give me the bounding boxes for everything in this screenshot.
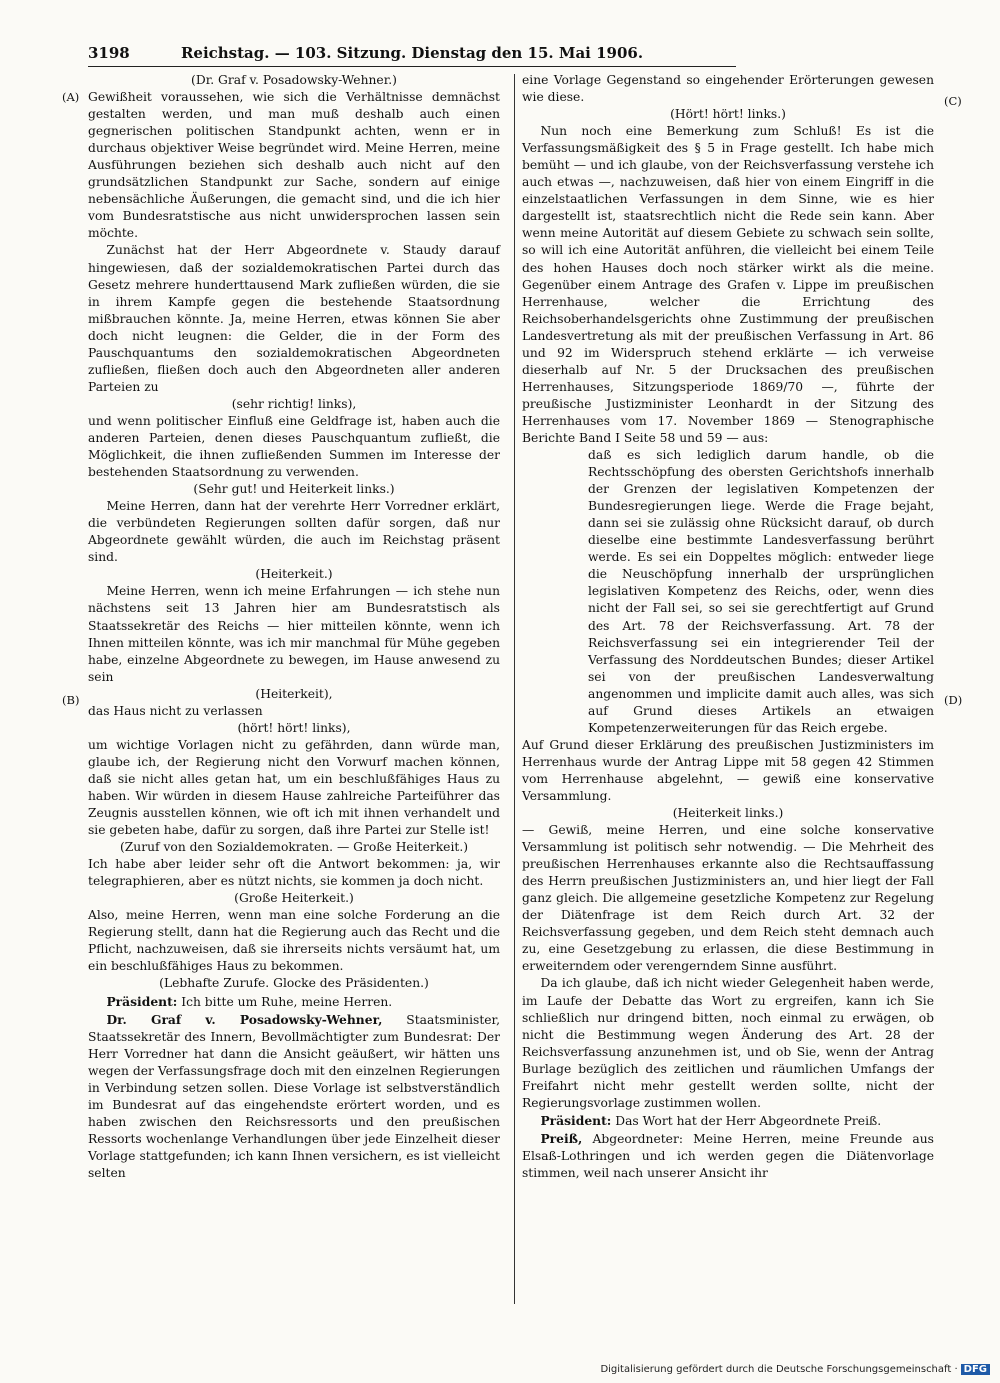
column-divider xyxy=(514,74,515,1304)
speaker-text: Staatsminister, Staatssekretär des Innern, Bevollmächtigter zum Bundesrat: Der Herr Vorredner hat dann die Ansicht geäußert, wir hätten uns wegen der Verfassungsfrage doch mit den einzelnen Regierungen in Verbindung setzen sollen. Diese Vorlage ist selbstverständlich im Bundesrat auf das eingehendste erörtert worden, und es haben zwischen den Reichsressorts und den preußischen Ressorts wochenlange Verhandlungen über jede Einzelheit dieser Vorlage stattgefunden; ich kann Ihnen versichern, es ist vielleicht selten xyxy=(88,1012,500,1180)
stage-direction: (hört! hört! links), xyxy=(237,720,351,735)
left-column xyxy=(88,72,500,1182)
stage-direction: (Sehr gut! und Heiterkeit links.) xyxy=(193,482,395,497)
stage-direction: (Heiterkeit), xyxy=(255,686,333,701)
stage-direction: (Dr. Graf v. Posadowsky-Wehner.) xyxy=(191,73,397,87)
stage-direction: (Heiterkeit links.) xyxy=(672,806,784,821)
page-number: 3198 xyxy=(88,44,130,62)
footer-text: Digitalisierung gefördert durch die Deutsche Forschungsgemeinschaft · xyxy=(600,1364,958,1375)
speaker-name: Präsident: xyxy=(106,993,178,1009)
speaker-paragraph xyxy=(522,1112,934,1130)
speaker-text: Ich bitte um Ruhe, meine Herren. xyxy=(177,994,393,1009)
stage-direction: (sehr richtig! links), xyxy=(231,396,357,411)
paragraph: Da ich glaube, daß ich nicht wieder Gelegenheit haben werde, im Laufe der Debatte das Wort zu ergreifen, kann ich Sie schließlich nur dringend bitten, noch einmal zu erwägen, ob nicht die Bestimmung wegen Änderung des Art. 28 der Reichsverfassung anzunehmen ist, und ob Sie, wenn der Antrag Burlage bezüglich des zeitlichen und räumlichen Umfangs der Freifahrt nicht mehr gestellt werden sollte, nicht der Regierungsvorlage zustimmen wollen. xyxy=(522,976,934,1110)
speaker-name: Dr. Graf v. Posadowsky-Wehner, xyxy=(106,1011,383,1027)
stage-direction: (Zuruf von den Sozialdemokraten. — Große Heiterkeit.) xyxy=(119,840,469,855)
paragraph: — Gewiß, meine Herren, und eine solche konservative Versammlung ist politisch sehr notwendig. — Die Mehrheit des preußischen Herrenhauses erkannte also die Rechtsauffassung des Herrn preußischen Justizministers an, und hier liegt der Fall ganz gleich. Die allgemeine gesetzliche Kompetenz zur Regelung der Diätenfrage ist dem Reich durch Art. 32 der Reichsverfassung gegeben, und dem Reich steht demnach auch zu, eine Gesetzgebung zu erlassen, die diese Bestimmung in erweiterndem oder verengerndem Sinne ausführt. xyxy=(522,823,934,974)
speaker-text: Abgeordneter: Meine Herren, meine Freunde aus Elsaß-Lothringen und ich werden gegen die Diätenvorlage stimmen, weil nach unserer Ansicht ihr xyxy=(522,1131,934,1180)
paragraph: um wichtige Vorlagen nicht zu gefährden, dann würde man, glaube ich, der Regierung nicht den Vorwurf machen können, daß sie nicht alles getan hat, um ein beschlußfähiges Haus zu haben. Wir würden in diesem Hause zahlreiche Parteiführer das Zeugnis ausstellen können, wie oft ich mit ihnen verhandelt und sie gebeten habe, dafür zu sorgen, daß ihre Partei zur Stelle ist! xyxy=(88,737,500,838)
right-column xyxy=(522,72,934,1182)
paragraph: Ich habe aber leider sehr oft die Antwort bekommen: ja, wir telegraphieren, aber es nützt nichts, sie kommen ja doch nicht. xyxy=(88,857,500,889)
speaker-text: Das Wort hat der Herr Abgeordnete Preiß. xyxy=(611,1113,882,1128)
dfg-logo: DFG xyxy=(961,1364,990,1375)
quoted-passage: daß es sich lediglich darum handle, ob die Rechtsschöpfung des obersten Gerichtshofs innerhalb der Grenzen der legislativen Kompetenzen der Bundesregierungen liege. Werde die Frage bejaht, dann sei sie zulässig ohne Rücksicht darauf, ob durch dieselbe eine bestimmte Landesverfassung berührt werde. Es sei ein Doppeltes möglich: entweder liege die Neuschöpfung innerhalb der ursprünglichen legislativen Kompetenz des Reichs, oder, wenn dies nicht der Fall sei, so sei sie gerechtfertigt auf Grund des Art. 78 der Reichsverfassung. Art. 78 der Reichsverfassung sei ein integrierender Teil der Verfassung des Norddeutschen Bundes; dieser Artikel sei von der preußischen Landesverwaltung angenommen und implicite damit auch alles, was sich auf Grund dieses Artikels an etwaigen Kompetenzerweiterungen für das Reich ergebe. xyxy=(588,448,934,735)
footer-credit xyxy=(600,1364,990,1375)
paragraph: Also, meine Herren, wenn man eine solche Forderung an die Regierung stellt, dann hat die Regierung auch das Recht und die Pflicht, nachzuweisen, daß sie ihrerseits nichts versäumt hat, um ein beschlußfähiges Haus zu bekommen. xyxy=(88,908,500,974)
speaker-paragraph xyxy=(522,1130,934,1182)
paragraph: eine Vorlage Gegenstand so eingehender Erörterungen gewesen wie diese. xyxy=(522,73,934,105)
page-header xyxy=(88,44,736,67)
margin-marker-c: (C) xyxy=(944,94,962,108)
paragraph: Meine Herren, dann hat der verehrte Herr Vorredner erklärt, die verbündeten Regierungen sollten dafür sorgen, daß nur Abgeordnete gewählt würden, die auch im Reichstag präsent sind. xyxy=(88,499,500,565)
stage-direction: (Große Heiterkeit.) xyxy=(234,891,354,906)
margin-marker-a: (A) xyxy=(62,90,80,104)
speaker-name: Preiß, xyxy=(540,1130,583,1146)
paragraph: Auf Grund dieser Erklärung des preußischen Justizministers im Herrenhaus wurde der Antrag Lippe mit 58 gegen 42 Stimmen vom Herrenhause abgelehnt, — gewiß eine konservative Versammlung. xyxy=(522,737,934,803)
paragraph: Gewißheit voraussehen, wie sich die Verhältnisse demnächst gestalten werden, und man muß deshalb auch einen gegnerischen politischen Standpunkt achten, wenn er in durchaus objektiver Weise begründet wird. Meine Herren, meine Ausführungen beziehen sich deshalb auch nicht auf den grundsätzlichen Standpunkt zur Sache, sondern auf einige nebensächliche Äußerungen, die gemacht sind, und die ich hier vom Bundesratstische aus nicht unwidersprochen lassen sein möchte. xyxy=(88,90,500,241)
speaker-name: Präsident: xyxy=(540,1112,612,1128)
margin-marker-d: (D) xyxy=(944,693,963,707)
paragraph: das Haus nicht zu verlassen xyxy=(88,703,263,718)
stage-direction: (Heiterkeit.) xyxy=(255,567,333,582)
paragraph: Zunächst hat der Herr Abgeordnete v. Staudy darauf hingewiesen, daß der sozialdemokratischen Partei durch das Gesetz mehrere hunderttausend Mark zufließen würden, die sie in ihrem Kampfe gegen die bestehende Staatsordnung mißbrauchen könnte. Ja, meine Herren, etwas können Sie aber doch nicht leugnen: die Gelder, die in der Form des Pauschquantums den sozialdemokratischen Abgeordneten zufließen, fließen doch auch den Abgeordneten aller anderen Parteien zu xyxy=(88,243,500,394)
stage-direction: (Lebhafte Zurufe. Glocke des Präsidenten.) xyxy=(159,976,429,991)
speaker-paragraph xyxy=(88,1011,500,1182)
running-title: Reichstag. — 103. Sitzung. Dienstag den 15. Mai 1906. xyxy=(180,44,644,62)
speaker-paragraph xyxy=(88,993,500,1011)
paragraph: Nun noch eine Bemerkung zum Schluß! Es ist die Verfassungsmäßigkeit des § 5 in Frage gestellt. Ich habe mich bemüht — und ich glaube, von der Reichsverfassung verstehe ich auch etwas —, nachzuweisen, daß hier von einem Eingriff in die einzelstaatlichen Verfassungen in dem Sinne, wie es hier dargestellt ist, staatsrechtlich nicht die Rede sein kann. Aber wenn meine Autorität auf diesem Gebiete zu schwach sein sollte, so will ich eine Autorität anführen, die vielleicht bei einem Teile des hohen Hauses doch noch stärker wirkt als die meine. Gegenüber einem Antrage des Grafen v. Lippe im preußischen Herrenhause, welcher die Errichtung des Reichsoberhandelsgerichts ohne Zustimmung der preußischen Landesvertretung als mit der preußischen Verfassung in Art. 86 und 92 im Widerspruch stehend erklärte — ich verweise dieserhalb auf Nr. 5 der Drucksachen des preußischen Herrenhauses, Sitzungsperiode 1869/70 —, führte der preußische Justizminister Leonhardt in der Sitzung des Herrenhauses vom 17. November 1869 — Stenographische Berichte Band I Seite 58 und 59 — aus: xyxy=(522,124,934,445)
stage-direction: (Hört! hört! links.) xyxy=(670,107,786,122)
paragraph: und wenn politischer Einfluß eine Geldfrage ist, haben auch die anderen Parteien, denen dieses Pauschquantum zufließt, die Möglichkeit, die ihnen zufließenden Summen im Interesse der bestehenden Staatsordnung zu verwenden. xyxy=(88,413,500,480)
paragraph: Meine Herren, wenn ich meine Erfahrungen — ich stehe nun nächstens seit 13 Jahren hier am Bundesratstisch als Staatssekretär des Reichs — hier mitteilen könnte, wenn ich Ihnen mitteilen könnte, was ich mir manchmal für Mühe gegeben habe, einzelne Abgeordnete zu bewegen, im Hause anwesend zu sein xyxy=(88,584,500,684)
margin-marker-b: (B) xyxy=(62,693,80,707)
